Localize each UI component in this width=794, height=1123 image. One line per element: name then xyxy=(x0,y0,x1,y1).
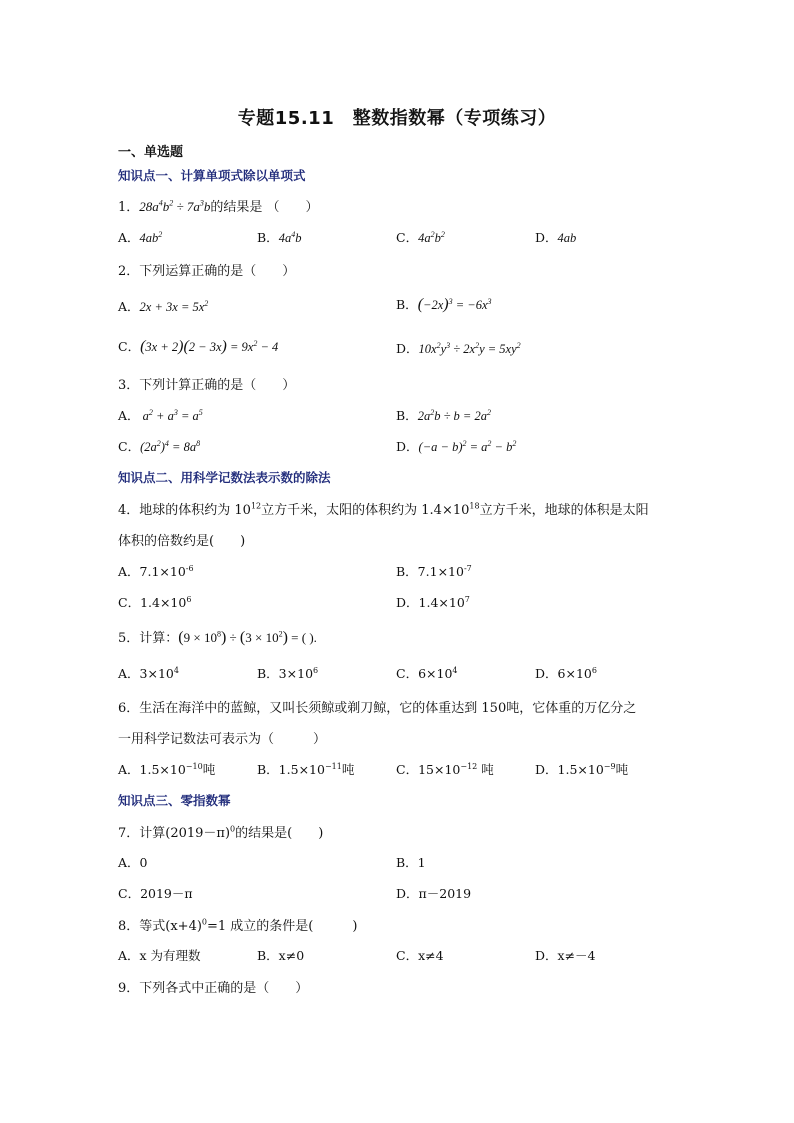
section-heading: 一、单选题 xyxy=(118,145,184,160)
question-9: 9．下列各式中正确的是（ ） xyxy=(118,981,309,996)
expression: $(3x + 2)(2 - 3x) = 9x^2 - 4$ xyxy=(140,338,279,355)
option-a[interactable]: A．$7.1\times 10^{-6}$ xyxy=(118,563,194,579)
option-b[interactable]: B．$1.5\times 10^{-11}$吨 xyxy=(257,761,355,777)
expression: $(-2x)^3 = -6x^3$ xyxy=(417,296,492,313)
expression: $2a^2b \div b = 2a^2$ xyxy=(417,407,491,423)
option-b[interactable]: B．$3\times 10^6$ xyxy=(257,665,319,681)
option-a[interactable]: A．$1.5\times 10^{-10}$吨 xyxy=(118,761,216,777)
knowledge-point-2: 知识点二、用科学记数法表示数的除法 xyxy=(118,470,331,485)
option-d[interactable]: D．$10x^2y^3 \div 2x^2y = 5xy^2$ xyxy=(396,340,521,356)
option-c[interactable]: C．2019－π xyxy=(118,886,193,901)
option-d[interactable]: D．$(-a - b)^2 = a^2 - b^2$ xyxy=(396,438,517,454)
option-d[interactable]: D．π－2019 xyxy=(396,886,472,901)
option-c[interactable]: C．$4a^2b^2$ xyxy=(396,229,445,245)
expression: $28a^4b^2 \div 7a^3b$ xyxy=(139,198,211,214)
page-title: 专题15.11 整数指数幂（专项练习） xyxy=(237,108,557,129)
option-a[interactable]: A．0 xyxy=(118,855,148,870)
option-b[interactable]: B．$7.1\times 10^{-7}$ xyxy=(396,563,472,579)
expression: $(-a - b)^2 = a^2 - b^2$ xyxy=(418,438,517,454)
question-number: 1． xyxy=(118,200,140,215)
question-2: 2．下列运算正确的是（ ） xyxy=(118,264,296,279)
question-stem: 的结果是 （ ） xyxy=(210,200,319,215)
question-6: 6．生活在海洋中的蓝鲸，又叫长须鲸或剃刀鲸，它的体重达到 150吨，它体重的万亿分之 xyxy=(118,701,637,716)
option-c[interactable]: C．$(3x + 2)(2 - 3x) = 9x^2 - 4$ xyxy=(118,338,279,355)
option-d[interactable]: D．x≠－4 xyxy=(535,948,596,963)
expression: $10x^2y^3 \div 2x^2y = 5xy^2$ xyxy=(418,340,521,356)
question-3: 3．下列计算正确的是（ ） xyxy=(118,378,296,393)
option-a[interactable]: A．$2x + 3x = 5x^2$ xyxy=(118,298,209,314)
expression: $4ab^2$ xyxy=(139,229,163,245)
option-d[interactable]: D．$6\times 10^6$ xyxy=(535,665,597,681)
question-8: 8．等式$(x+4)^0=1$ 成立的条件是( ) xyxy=(118,917,358,934)
expression: $2x + 3x = 5x^2$ xyxy=(139,298,209,314)
option-b[interactable]: B．$2a^2b \div b = 2a^2$ xyxy=(396,407,491,423)
option-c[interactable]: C．$(2a^2)^4 = 8a^8$ xyxy=(118,438,201,454)
question-4-line2: 体积的倍数约是( ) xyxy=(118,534,246,549)
option-b[interactable]: B．$4a^4b$ xyxy=(257,229,302,245)
knowledge-point-3: 知识点三、零指数幂 xyxy=(118,793,231,808)
knowledge-point-1: 知识点一、计算单项式除以单项式 xyxy=(118,168,306,183)
question-6-line2: 一用科学记数法可表示为（ ） xyxy=(118,732,327,747)
option-c[interactable]: C．$15\times 10^{-12}$ 吨 xyxy=(396,761,494,777)
option-b[interactable]: B．x≠0 xyxy=(257,948,305,963)
option-a[interactable]: A． $a^2 + a^3 = a^5$ xyxy=(118,407,203,423)
option-a[interactable]: A．$3\times 10^4$ xyxy=(118,665,179,681)
question-4: 4．地球的体积约为 $10^{12}$立方千米，太阳的体积约为 $1.4\times 10^{18}$立方千米，地球的体积是太阳 xyxy=(118,501,649,518)
expression: $a^2 + a^3 = a^5$ xyxy=(139,407,203,423)
option-c[interactable]: C．$6\times 10^4$ xyxy=(396,665,458,681)
option-a[interactable]: A．$4ab^2$ xyxy=(118,229,163,245)
question-7: 7．计算$(2019-\pi)^0$的结果是( ) xyxy=(118,824,324,841)
expression: 4ab xyxy=(557,231,577,245)
expression: $(9 \times 10^8) \div (3 \times 10^2)$ = ( ). xyxy=(178,629,317,646)
question-5: 5．计算：$(9 \times 10^8) \div (3 \times 10^2)$ = ( ). xyxy=(118,629,317,646)
expression: $4a^4b$ xyxy=(278,229,302,245)
option-b[interactable]: B．$(-2x)^3 = -6x^3$ xyxy=(396,296,492,313)
option-c[interactable]: C．x≠4 xyxy=(396,948,444,963)
expression: $4a^2b^2$ xyxy=(418,229,445,245)
option-b[interactable]: B．1 xyxy=(396,855,426,870)
option-c[interactable]: C．$1.4\times 10^6$ xyxy=(118,594,192,610)
option-d[interactable]: D．4ab xyxy=(535,230,577,245)
option-d[interactable]: D．$1.4\times 10^7$ xyxy=(396,594,470,610)
expression: $(2a^2)^4 = 8a^8$ xyxy=(140,438,201,454)
option-d[interactable]: D．$1.5\times 10^{-9}$吨 xyxy=(535,761,629,777)
option-a[interactable]: A．x 为有理数 xyxy=(118,948,201,963)
question-1 xyxy=(118,196,319,215)
